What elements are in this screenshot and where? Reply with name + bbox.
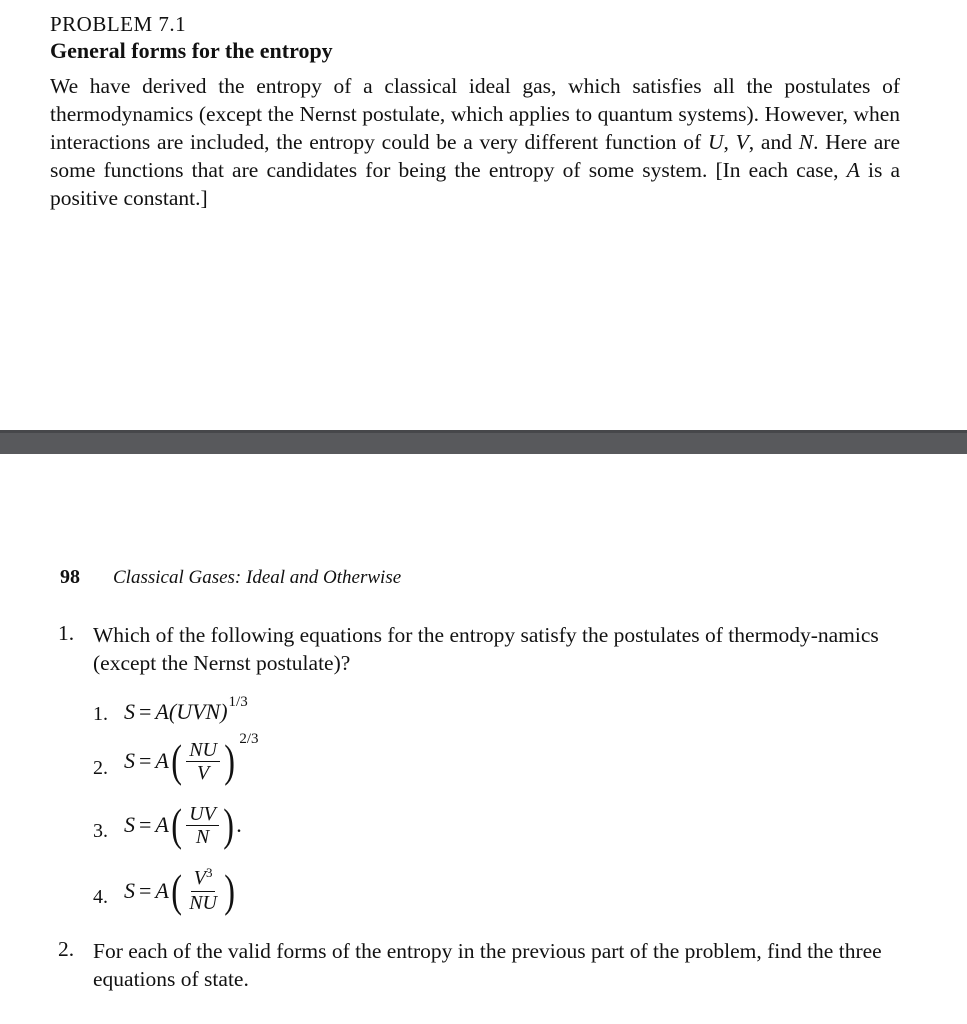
equation-1-body: (UVN) — [168, 699, 228, 724]
left-paren: ( — [171, 735, 182, 786]
intro-text-3: is a positive constant.] — [50, 158, 900, 210]
equation-3-denominator: N — [195, 825, 210, 848]
intro-sep-1: , — [723, 130, 736, 154]
intro-text-2: . Here are some functions that are candidates for being the entropy of some system. [In each case, — [50, 130, 900, 182]
left-paren: ( — [171, 799, 182, 850]
equation-2-lhs: S — [124, 748, 135, 773]
question-1-number: 1. — [58, 621, 75, 645]
page-number: 98 — [60, 566, 80, 588]
equation-3-lhs: S — [124, 812, 135, 837]
equation-3-number: 3. — [93, 820, 108, 842]
equation-4-number: 4. — [93, 886, 108, 908]
equation-4 — [124, 864, 237, 916]
question-2-number: 2. — [58, 937, 75, 961]
intro-text-1: We have derived the entropy of a classical ideal gas, which satisfies all the postulates of thermodynamics (except the Nernst postulate, which applies to quantum systems). However, when interactions are included, the entropy could be a very different function of — [50, 74, 900, 154]
problem-label: PROBLEM 7.1 — [50, 12, 187, 36]
equation-4-numerator-base: V — [193, 867, 206, 889]
equation-4-equals: = — [139, 877, 152, 903]
var-v: V — [735, 130, 749, 154]
equation-2 — [124, 730, 259, 786]
equation-3-coef: A — [155, 812, 169, 837]
equation-2-fraction — [186, 739, 220, 784]
question-1-text: Which of the following equations for the entropy satisfy the postulates of thermody-namics (except the Nernst postulate)? — [93, 623, 879, 675]
right-paren: ) — [224, 864, 236, 916]
problem-title: General forms for the entropy — [50, 38, 333, 63]
equation-1-lhs: S — [124, 699, 135, 724]
equation-1-exponent: 1/3 — [228, 693, 248, 710]
var-a: A — [846, 158, 860, 182]
left-paren: ( — [171, 864, 182, 916]
equation-2-denominator: V — [196, 761, 210, 784]
equation-4-fraction — [186, 867, 220, 914]
equation-1-equals: = — [139, 699, 152, 724]
equation-3-suffix: . — [236, 812, 242, 837]
equation-4-numerator-power: 3 — [205, 865, 213, 880]
equation-2-exponent: 2/3 — [239, 730, 259, 747]
equation-3-numerator: UV — [186, 803, 219, 826]
var-u: U — [707, 130, 724, 154]
equation-3 — [124, 799, 242, 850]
equation-2-number: 2. — [93, 757, 108, 779]
running-head: Classical Gases: Ideal and Otherwise — [113, 567, 402, 588]
equation-4-numerator — [191, 867, 216, 892]
intro-sep-2: , and — [748, 130, 799, 154]
equation-2-numerator: NU — [186, 739, 220, 762]
equation-2-equals: = — [139, 748, 152, 773]
var-n: N — [798, 130, 814, 154]
equation-2-coef: A — [155, 748, 169, 773]
equation-4-coef: A — [155, 877, 169, 903]
equation-4-lhs: S — [124, 877, 135, 903]
right-paren: ) — [224, 735, 236, 786]
question-2-text: For each of the valid forms of the entropy in the previous part of the problem, find the three equations of state. — [93, 939, 882, 991]
problem-intro — [50, 72, 900, 212]
page-divider — [0, 430, 967, 454]
equation-1-coef: A — [155, 699, 169, 724]
equation-1 — [124, 693, 248, 725]
equation-3-equals: = — [139, 812, 152, 837]
right-paren: ) — [223, 799, 234, 850]
equation-3-fraction — [186, 803, 219, 848]
equation-1-number: 1. — [93, 703, 108, 725]
equation-4-denominator: NU — [189, 892, 217, 914]
